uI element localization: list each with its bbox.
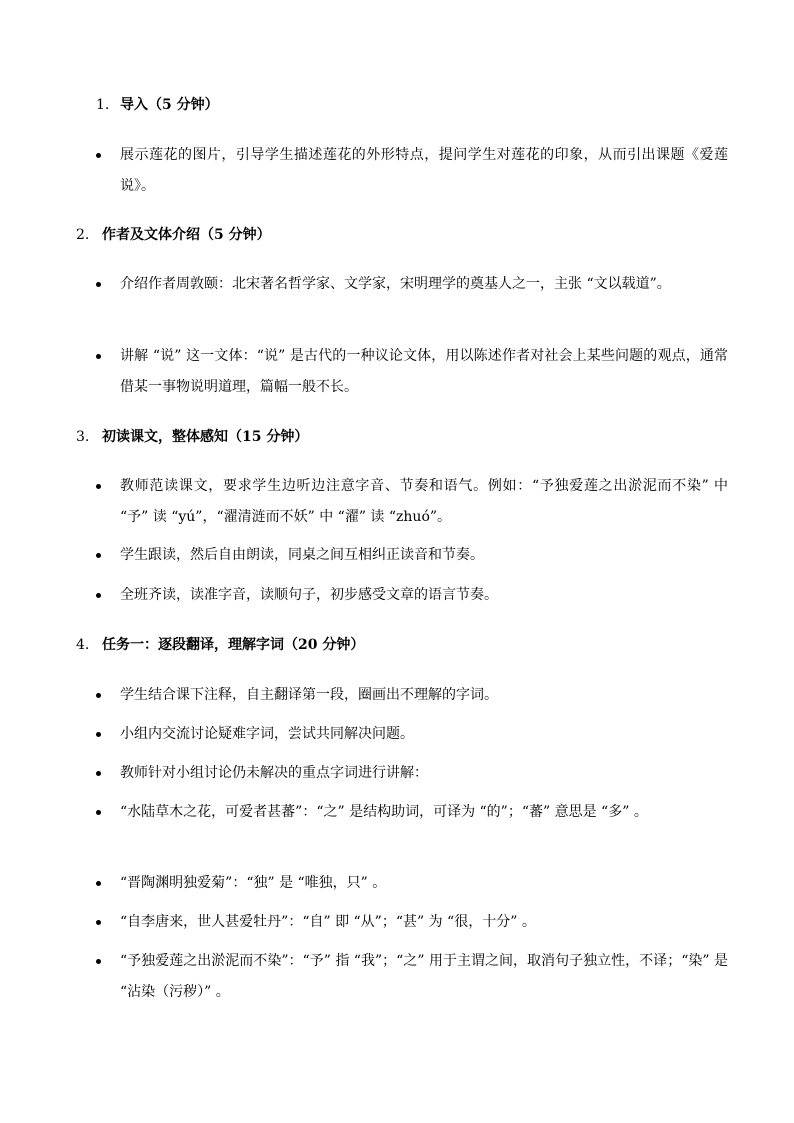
bullet-icon: [96, 732, 101, 737]
bullet-icon: [96, 153, 101, 158]
list-item-text: 介绍作者周敦颐：北宋著名哲学家、文学家，宋明理学的奠基人之一，主张 “文以载道”。: [120, 276, 671, 292]
bullet-icon: [96, 354, 101, 359]
section-title: 任务一：逐段翻译，理解字词（20 分钟）: [102, 637, 365, 653]
bullet-icon: [96, 810, 101, 815]
list-item: [96, 868, 728, 899]
section-number: 1.: [96, 97, 110, 113]
list-item: [96, 471, 728, 533]
bullet-icon: [96, 881, 101, 886]
section-number: 2.: [76, 227, 90, 243]
list-item-text: 学生结合课下注释，自主翻译第一段，圈画出不理解的字词。: [120, 687, 498, 703]
list-item-text: “水陆草木之花，可爱者甚蕃”：“之” 是结构助词，可译为 “的”；“蕃” 意思是 “多” 。: [120, 804, 648, 820]
bullet-icon: [96, 771, 101, 776]
list-item-text: 教师针对小组讨论仍未解决的重点字词进行讲解：: [120, 765, 428, 781]
section-heading-1: [76, 95, 219, 115]
bullet-icon: [96, 959, 101, 964]
section-number: 3.: [76, 429, 90, 445]
list-item: [96, 680, 728, 711]
section-title: 初读课文，整体感知（15 分钟）: [102, 429, 309, 445]
bullet-icon: [96, 593, 101, 598]
list-item-text: 讲解 “说” 这一文体：“说” 是古代的一种议论文体，用以陈述作者对社会上某些问题的观点，通常借某一事物说明道理，篇幅一般不长。: [120, 348, 728, 395]
section-heading-3: [76, 427, 308, 447]
list-item: [96, 269, 728, 300]
bullet-icon: [96, 282, 101, 287]
list-item-text: 教师范读课文，要求学生边听边注意字音、节奏和语气。例如：“予独爱莲之出淤泥而不染” 中 “予” 读 “yú”，“濯清涟而不妖” 中 “濯” 读 “zhuó”。: [120, 478, 728, 525]
list-item: [96, 797, 728, 828]
list-item: [96, 758, 728, 789]
bullet-icon: [96, 920, 101, 925]
list-item-text: 展示莲花的图片，引导学生描述莲花的外形特点，提问学生对莲花的印象，从而引出课题《爱莲说》。: [120, 147, 728, 194]
list-item: [96, 540, 728, 571]
list-item: [96, 946, 728, 1008]
list-item: [96, 580, 728, 611]
list-item: [96, 140, 728, 202]
bullet-icon: [96, 693, 101, 698]
section-heading-2: [76, 225, 271, 245]
list-item-text: “予独爱莲之出淤泥而不染”：“予” 指 “我”；“之” 用于主谓之间，取消句子独立性，不译；“染” 是 “沾染（污秽）” 。: [120, 953, 728, 1000]
bullet-icon: [96, 553, 101, 558]
list-item-text: “晋陶渊明独爱菊”：“独” 是 “唯独，只” 。: [120, 875, 387, 891]
list-item: [96, 341, 728, 403]
section-title: 作者及文体介绍（5 分钟）: [102, 227, 271, 243]
section-title: 导入（5 分钟）: [120, 97, 219, 113]
list-item-text: 学生跟读，然后自由朗读，同桌之间互相纠正读音和节奏。: [120, 547, 484, 563]
list-item: [96, 907, 728, 938]
bullet-icon: [96, 484, 101, 489]
list-item: [96, 719, 728, 750]
section-heading-4: [76, 635, 364, 655]
list-item-text: 小组内交流讨论疑难字词，尝试共同解决问题。: [120, 726, 414, 742]
list-item-text: 全班齐读，读准字音，读顺句子，初步感受文章的语言节奏。: [120, 587, 498, 603]
list-item-text: “自李唐来，世人甚爱牡丹”：“自” 即 “从”；“甚” 为 “很，十分” 。: [120, 914, 536, 930]
section-number: 4.: [76, 637, 90, 653]
